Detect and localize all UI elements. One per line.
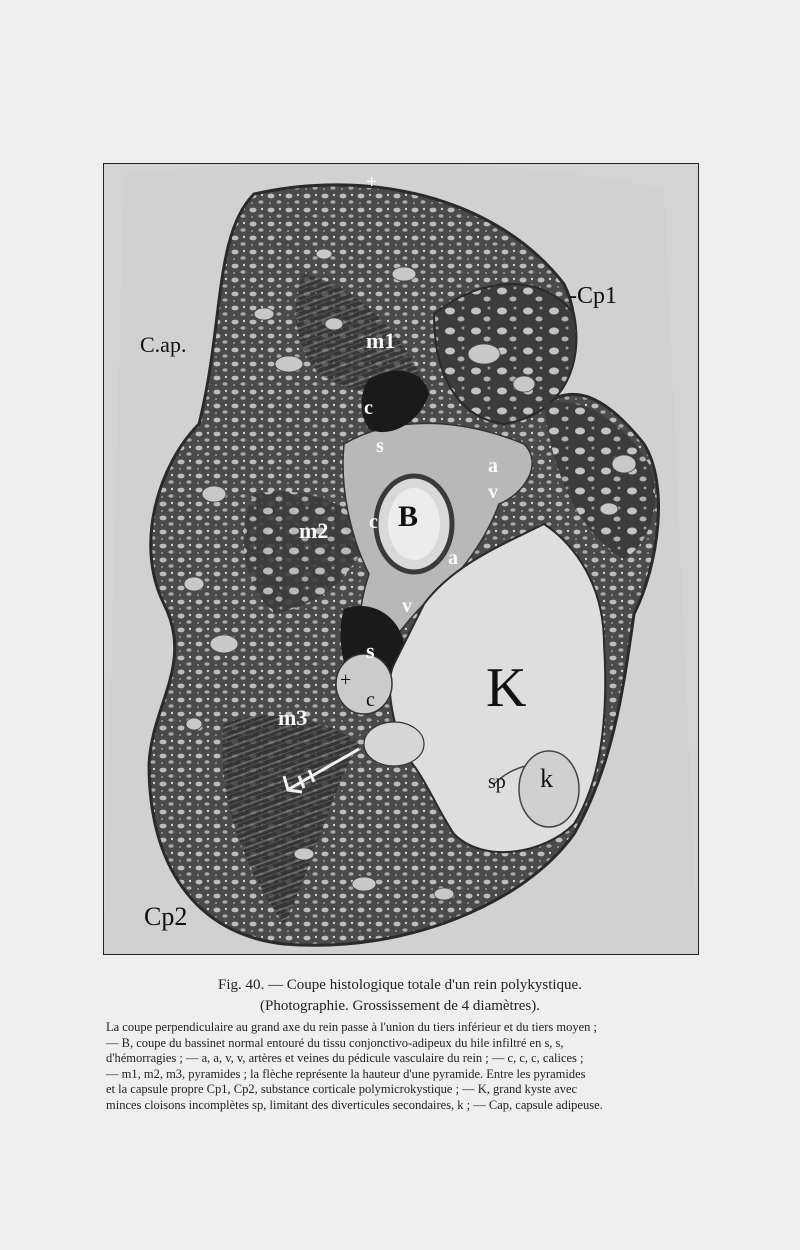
label-s2: s [366,638,375,663]
label-c2: c [369,511,378,533]
label-m2: m2 [299,518,329,543]
label-s1: s [376,435,384,457]
label-c1: c [364,397,373,419]
label-a1: a [488,455,498,477]
figure-caption-title: Fig. 40. — Coupe histologique totale d'un rein polykystique. [218,977,582,993]
label-cap: C.ap. [140,332,187,357]
label-v1: v [488,481,498,503]
label-m1: m1 [366,328,396,353]
label-a2: a [448,547,458,569]
label-c3: c [366,689,375,711]
legend-line: — m1, m2, m3, pyramides ; la flèche représente la hauteur d'une pyramide. Entre les pyramides [106,1066,586,1081]
legend-line: minces cloisons incomplètes sp, limitant des diverticules secondaires, k ; — Cap, capsule adipeuse. [106,1097,603,1112]
label-K: K [486,657,527,719]
label-v2: v [402,595,412,617]
label-plus-top: + [366,171,378,193]
label-sp: sp [488,771,506,793]
label-plus-mid: + [340,669,352,691]
label-k: k [540,764,553,793]
figure-plate [103,163,699,955]
legend-line: et la capsule propre Cp1, Cp2, substance corticale polymicrokystique ; — K, grand kyste avec [106,1082,578,1096]
legend-line: La coupe perpendiculaire au grand axe du rein passe à l'union du tiers inférieur et du tiers moyen ; [106,1020,597,1034]
figure-caption-subtitle: (Photographie. Grossissement de 4 diamètres). [260,998,540,1014]
label-cp1: -Cp1 [569,283,617,309]
legend-line: d'hémorragies ; — a, a, v, v, artères et veines du pédicule vasculaire du rein ; — c, c, c, calices ; [106,1051,584,1065]
figure-legend [106,1020,724,1113]
legend-line: — B, coupe du bassinet normal entouré du tissu conjonctivo-adipeux du hile infiltré en s, s, [106,1035,564,1050]
label-B: B [398,500,419,533]
label-cp2: Cp2 [144,902,188,931]
label-m3: m3 [278,705,308,730]
